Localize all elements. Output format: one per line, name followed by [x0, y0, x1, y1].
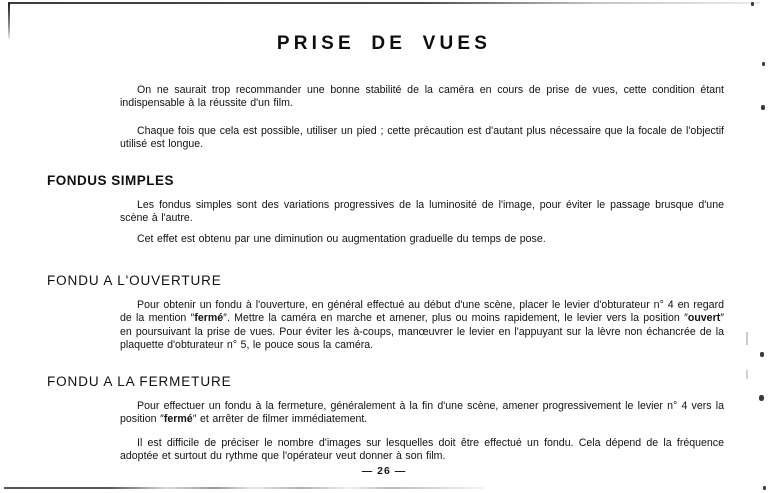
fondu-ouverture-emphasis-ouvert: ouvert: [687, 312, 721, 325]
fondu-ouverture-text-part-3: en poursuivant la prise de vues. Pour éviter les à-coups, manœuvrer le levier en l'appuyant sur la lèvre non échancrée de la plaquette d'obturateur n° 5, le pouce sous la caméra.: [120, 325, 724, 352]
section-heading-fondu-a-la-fermeture: FONDU A LA FERMETURE: [47, 374, 232, 389]
fondu-fermeture-text-part-1: Pour effectuer un fondu à la fermeture, généralement à la fin d'une scène, amener progressivement le levier n° 4 vers la position: [120, 400, 724, 426]
page-title: PRISE DE VUES: [276, 33, 492, 54]
fondus-simples-paragraph-2: Cet effet est obtenu par une diminution ou augmentation graduelle du temps de pose.: [137, 233, 546, 245]
fondu-ouverture-paragraph: [120, 299, 724, 353]
open-quote-mark-3: ″: [160, 413, 164, 426]
fondu-fermeture-paragraph-1: [120, 400, 724, 427]
fondu-ouverture-emphasis-ferme: fermé: [194, 312, 224, 325]
fondu-fermeture-emphasis-ferme: fermé: [163, 413, 193, 426]
open-quote-mark-1: ″: [190, 312, 195, 325]
intro-paragraph-2: Chaque fois que cela est possible, utiliser un pied ; cette précaution est d'autant plus nécessaire que la focale de l'objectif utilisé est longue.: [120, 125, 724, 151]
intro-paragraph-1: On ne saurait trop recommander une bonne stabilité de la caméra en cours de prise de vues, cette condition étant indispensable à la réussite d'un film.: [120, 84, 724, 110]
section-heading-fondus-simples: FONDUS SIMPLES: [47, 173, 175, 188]
fondu-ouverture-text-part-1: Pour obtenir un fondu à l'ouverture, en général effectué au début d'une scène, placer le levier d'obturateur n° 4 en regard de la mention: [120, 299, 724, 325]
fondus-simples-paragraph-1: Les fondus simples sont des variations progressives de la luminosité de l'image, pour éviter le passage brusque d'une scène à l'autre.: [120, 199, 724, 225]
close-quote-mark-2: ″: [720, 312, 724, 325]
fondu-ouverture-text-part-2: . Mettre la caméra en marche et amener, plus ou moins rapidement, le levier vers la position: [226, 312, 685, 325]
page-number: — 26 —: [361, 465, 407, 477]
fondu-fermeture-paragraph-2: Il est difficile de préciser le nombre d'images sur lesquelles doit être effectué un fondu. Cela dépend de la fréquence adoptée et surtout du rythme que l'opérateur veut donner à son film.: [120, 437, 724, 463]
section-heading-fondu-a-l-ouverture: FONDU A L'OUVERTURE: [47, 273, 222, 288]
close-quote-mark-1: ″: [223, 312, 227, 325]
open-quote-mark-2: ″: [684, 312, 688, 325]
close-quote-mark-3: ″: [192, 413, 197, 426]
fondu-fermeture-text-part-2: et arrêter de filmer immédiatement.: [196, 413, 368, 426]
